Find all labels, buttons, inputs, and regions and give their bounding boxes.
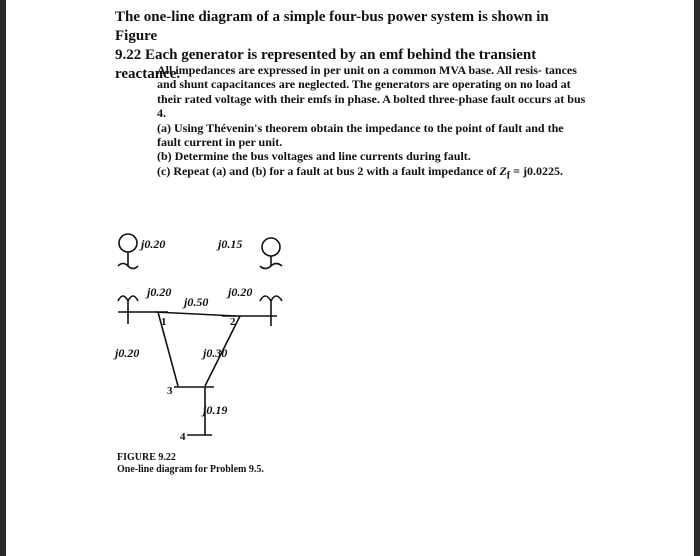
intro-line-2: 9.22 Each generator is represented by an emf behind the transient reactance. [115, 47, 537, 82]
bus-2-label: 2 [230, 316, 236, 328]
transformer-2-symbol [260, 296, 282, 313]
problem-paragraph: All impedances are expressed in per unit on a common MVA base. All resis- tances and shunt capacitances are neglected. The generators are operating on no load at their rated voltage with their emfs in phase. A bolted three-phase fault occurs at bus 4. [157, 63, 586, 121]
figure-caption [117, 452, 417, 476]
part-c-prefix: (c) Repeat (a) and (b) for a fault at bus 2 with a fault impedance of [157, 163, 500, 178]
intro-line-1: The one-line diagram of a simple four-bus power system is shown in Figure [115, 9, 549, 44]
bus-3-label: 3 [167, 385, 173, 397]
part-c-suffix: = j0.0225. [510, 163, 563, 178]
generator-1-symbol [119, 234, 137, 252]
line-1-2 [155, 312, 236, 316]
generator-1-coil [118, 252, 138, 269]
part-c-z: Z [499, 163, 507, 178]
xfmr1-reactance-label: j0.20 [147, 285, 172, 299]
transformer-1-symbol [118, 296, 138, 312]
part-b: (b) Determine the bus voltages and line currents during fault. [157, 149, 471, 164]
generator-2-coil [260, 256, 282, 269]
gen1-reactance-label: j0.20 [141, 237, 166, 251]
caption-title: FIGURE 9.22 [117, 452, 176, 463]
generator-2-symbol [262, 238, 280, 256]
xfmr2-reactance-label: j0.20 [228, 285, 253, 299]
gen2-reactance-label: j0.15 [218, 237, 243, 251]
line-1-3-label: j0.20 [115, 346, 140, 360]
line-3-4-label: j0.19 [203, 403, 228, 417]
caption-subtitle: One-line diagram for Problem 9.5. [117, 464, 264, 475]
line-1-2-label: j0.50 [184, 295, 209, 309]
part-c-sub: f [506, 170, 511, 182]
bus-4-label: 4 [180, 431, 186, 443]
line-2-3-label: j0.30 [203, 346, 228, 360]
part-a: (a) Using Thévenin's theorem obtain the impedance to the point of fault and the fault current in per unit. [157, 120, 564, 150]
bus-1-label: 1 [161, 316, 167, 328]
